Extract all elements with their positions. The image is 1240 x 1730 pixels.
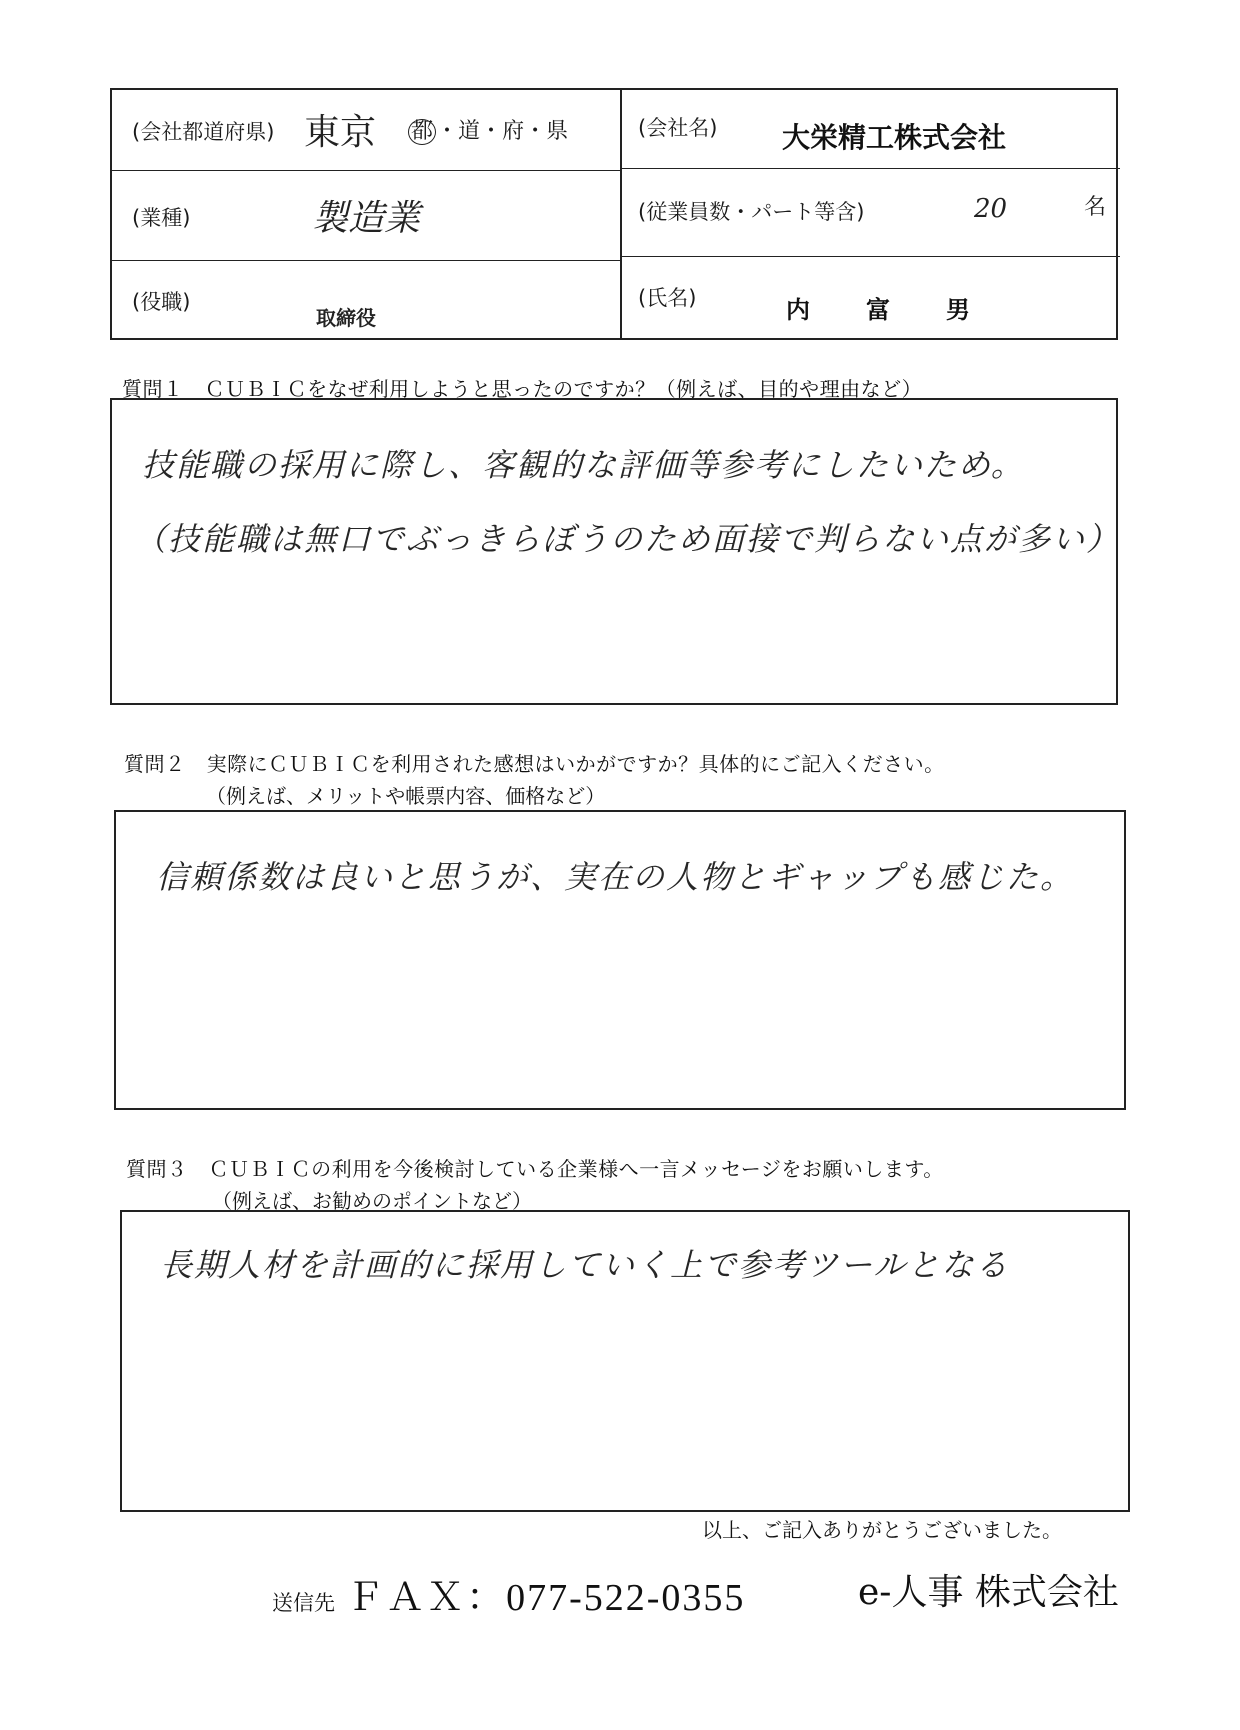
employees-value: 20 bbox=[974, 194, 1008, 224]
answer-line: 長期人材を計画的に採用していく上で参考ツールとなる bbox=[160, 1246, 1010, 1284]
answer-box-2 bbox=[114, 810, 1126, 1110]
question-number: 質問２ bbox=[124, 752, 186, 776]
question-text: ＣＵＢＩＣをなぜ利用しようと思ったのですか？（例えば、目的や理由など） bbox=[204, 377, 923, 401]
header-row-line bbox=[112, 260, 620, 261]
question-3-sub: （例えば、お勧めのポイントなど） bbox=[212, 1189, 532, 1213]
answer-line: 信頼係数は良いと思うが、実在の人物とギャップも感じた。 bbox=[156, 858, 1075, 896]
fax-line bbox=[272, 1566, 745, 1621]
send-label: 送信先 bbox=[272, 1591, 335, 1615]
prefecture-option: 県 bbox=[546, 119, 569, 144]
position-label: (役職) bbox=[132, 290, 191, 314]
prefecture-option: 府 bbox=[502, 119, 525, 144]
fax-number: ＦＡＸ：077-522-0355 bbox=[346, 1577, 746, 1619]
company-label: (会社名) bbox=[638, 116, 718, 140]
header-row-line bbox=[620, 168, 1120, 169]
header-table bbox=[110, 88, 1118, 340]
header-row-line bbox=[620, 256, 1120, 257]
industry-value: 製造業 bbox=[312, 198, 421, 239]
name-label: (氏名) bbox=[638, 286, 697, 310]
answer-box-3 bbox=[120, 1210, 1130, 1512]
answer-line: 技能職の採用に際し、客観的な評価等参考にしたいため。 bbox=[142, 446, 1025, 484]
question-2-sub: （例えば、メリットや帳票内容、価格など） bbox=[206, 784, 606, 808]
prefecture-option-selected: 都 bbox=[408, 119, 436, 145]
question-3-heading bbox=[126, 1153, 944, 1182]
industry-label: (業種) bbox=[132, 206, 191, 230]
name-value: 内 富 男 bbox=[786, 296, 986, 324]
prefecture-options: 都 ・道・府・県 bbox=[408, 114, 568, 145]
position-value: 取締役 bbox=[316, 306, 376, 330]
question-2-heading bbox=[124, 748, 945, 777]
company-name: e-人事 株式会社 bbox=[858, 1572, 1119, 1613]
prefecture-value: 東京 bbox=[304, 112, 377, 153]
header-divider bbox=[620, 90, 622, 338]
prefecture-option: 道 bbox=[458, 119, 481, 144]
employees-label: (従業員数・パート等含) bbox=[638, 200, 865, 224]
thanks-note: 以上、ご記入ありがとうございました。 bbox=[702, 1518, 1062, 1542]
question-number: 質問３ bbox=[126, 1157, 188, 1181]
answer-box-1 bbox=[110, 398, 1121, 705]
question-text: 実際にＣＵＢＩＣを利用された感想はいかがですか？具体的にご記入ください。 bbox=[206, 752, 945, 776]
employees-unit: 名 bbox=[1084, 195, 1107, 220]
question-text: ＣＵＢＩＣの利用を今後検討している企業様へ一言メッセージをお願いします。 bbox=[208, 1157, 944, 1181]
company-value: 大栄精工株式会社 bbox=[782, 121, 1007, 154]
header-row-line bbox=[112, 170, 620, 171]
prefecture-label: (会社都道府県) bbox=[132, 120, 275, 144]
answer-line: （技能職は無口でぶっきらぼうのため面接で判らない点が多い） bbox=[134, 520, 1121, 558]
question-number: 質問１ bbox=[122, 377, 184, 401]
